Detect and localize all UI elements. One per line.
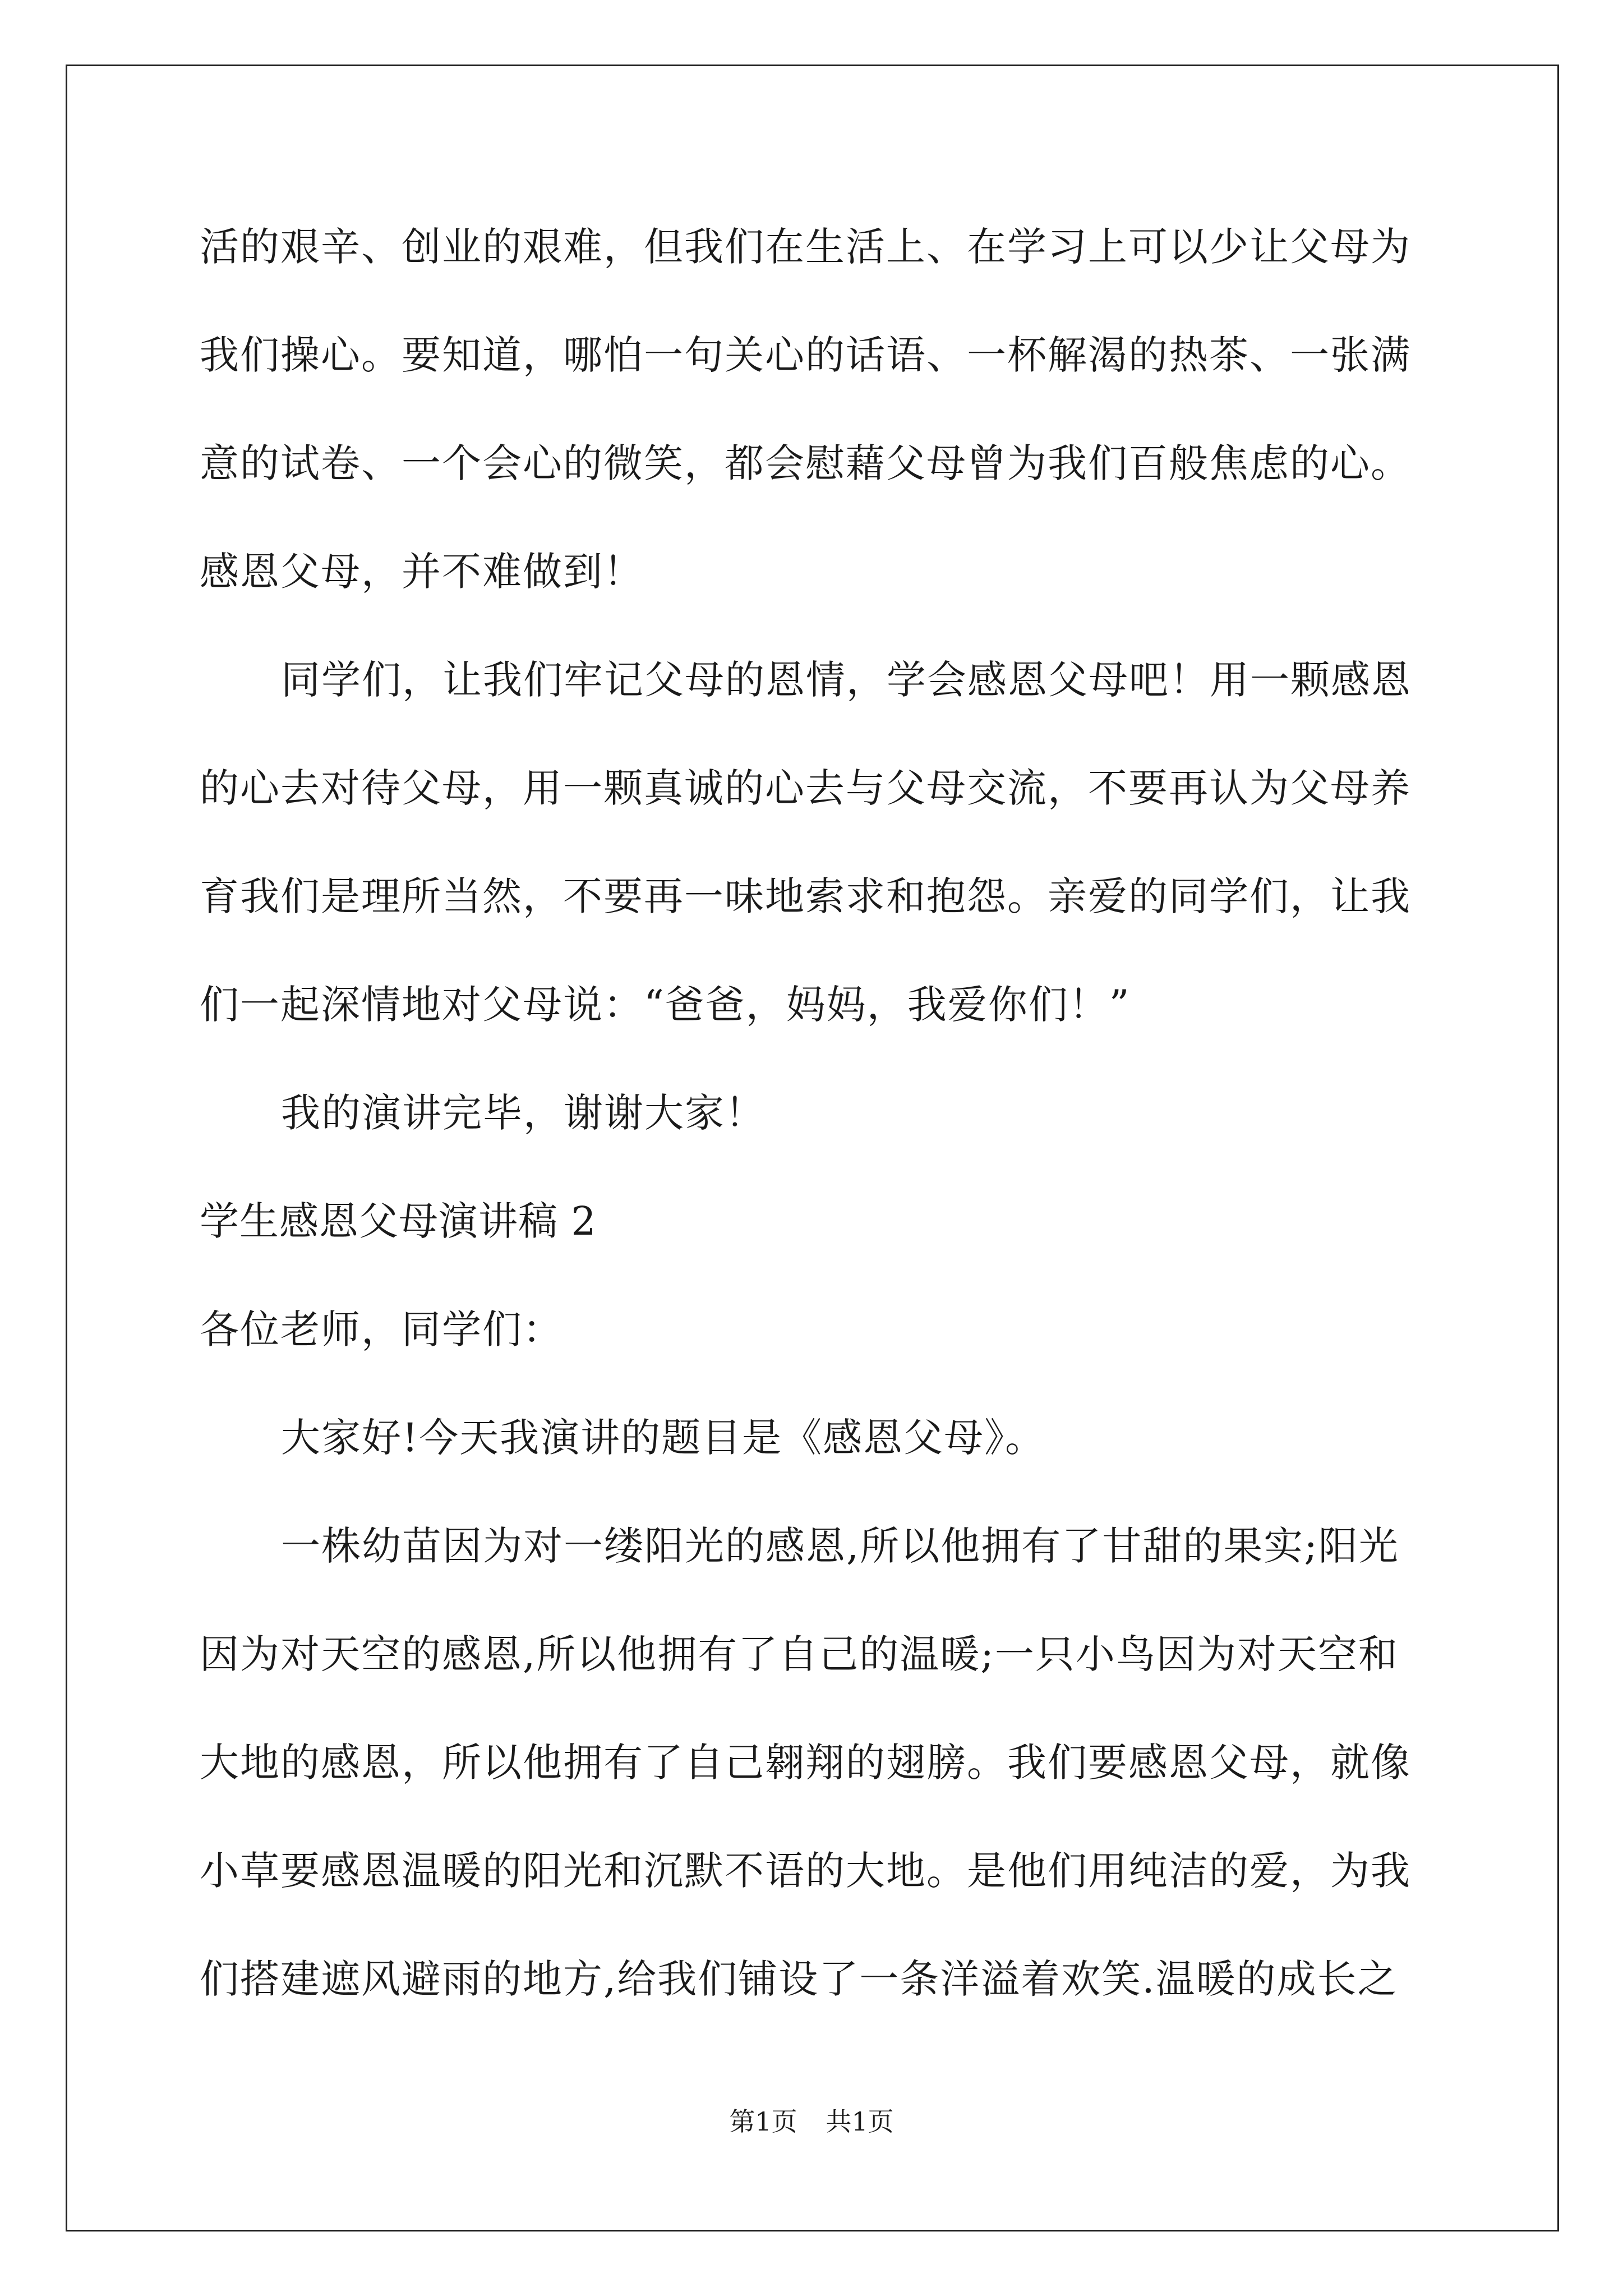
body-line-13: 一株幼苗因为对一缕阳光的感恩,所以他拥有了甘甜的果实;阳光 — [281, 1523, 1399, 1569]
body-line-12: 大家好!今天我演讲的题目是《感恩父母》。 — [281, 1415, 1046, 1461]
body-line-9: 我的演讲完毕，谢谢大家！ — [281, 1090, 766, 1136]
section-title: 学生感恩父母演讲稿 2 — [200, 1198, 597, 1244]
body-line-2: 我们操心。要知道，哪怕一句关心的话语、一杯解渴的热茶、一张满 — [200, 332, 1411, 378]
page-number-total: 共1页 — [826, 2106, 894, 2137]
body-line-15: 大地的感恩，所以他拥有了自己翱翔的翅膀。我们要感恩父母，就像 — [200, 1740, 1411, 1786]
body-line-4: 感恩父母，并不难做到！ — [200, 549, 644, 595]
body-line-5: 同学们，让我们牢记父母的恩情，学会感恩父母吧！用一颗感恩 — [281, 657, 1412, 703]
salutation-line: 各位老师，同学们： — [200, 1306, 563, 1352]
page-number-current: 第1页 — [729, 2106, 797, 2137]
body-line-17: 们搭建遮风避雨的地方,给我们铺设了一条洋溢着欢笑.温暖的成长之 — [200, 1956, 1398, 2002]
body-line-3: 意的试卷、一个会心的微笑，都会慰藉父母曾为我们百般焦虑的心。 — [200, 440, 1411, 486]
body-line-1: 活的艰辛、创业的艰难，但我们在生活上、在学习上可以少让父母为 — [200, 224, 1411, 270]
body-line-16: 小草要感恩温暖的阳光和沉默不语的大地。是他们用纯洁的爱，为我 — [200, 1848, 1411, 1894]
body-line-6: 的心去对待父母，用一颗真诚的心去与父母交流，不要再认为父母养 — [200, 765, 1411, 811]
body-line-8: 们一起深情地对父母说：“爸爸，妈妈，我爱你们！” — [200, 982, 1131, 1028]
page-footer — [0, 2105, 1623, 2138]
body-line-7: 育我们是理所当然，不要再一味地索求和抱怨。亲爱的同学们，让我 — [200, 873, 1411, 919]
document-body — [200, 219, 1433, 2059]
body-line-14: 因为对天空的感恩,所以他拥有了自己的温暖;一只小鸟因为对天空和 — [200, 1631, 1399, 1677]
